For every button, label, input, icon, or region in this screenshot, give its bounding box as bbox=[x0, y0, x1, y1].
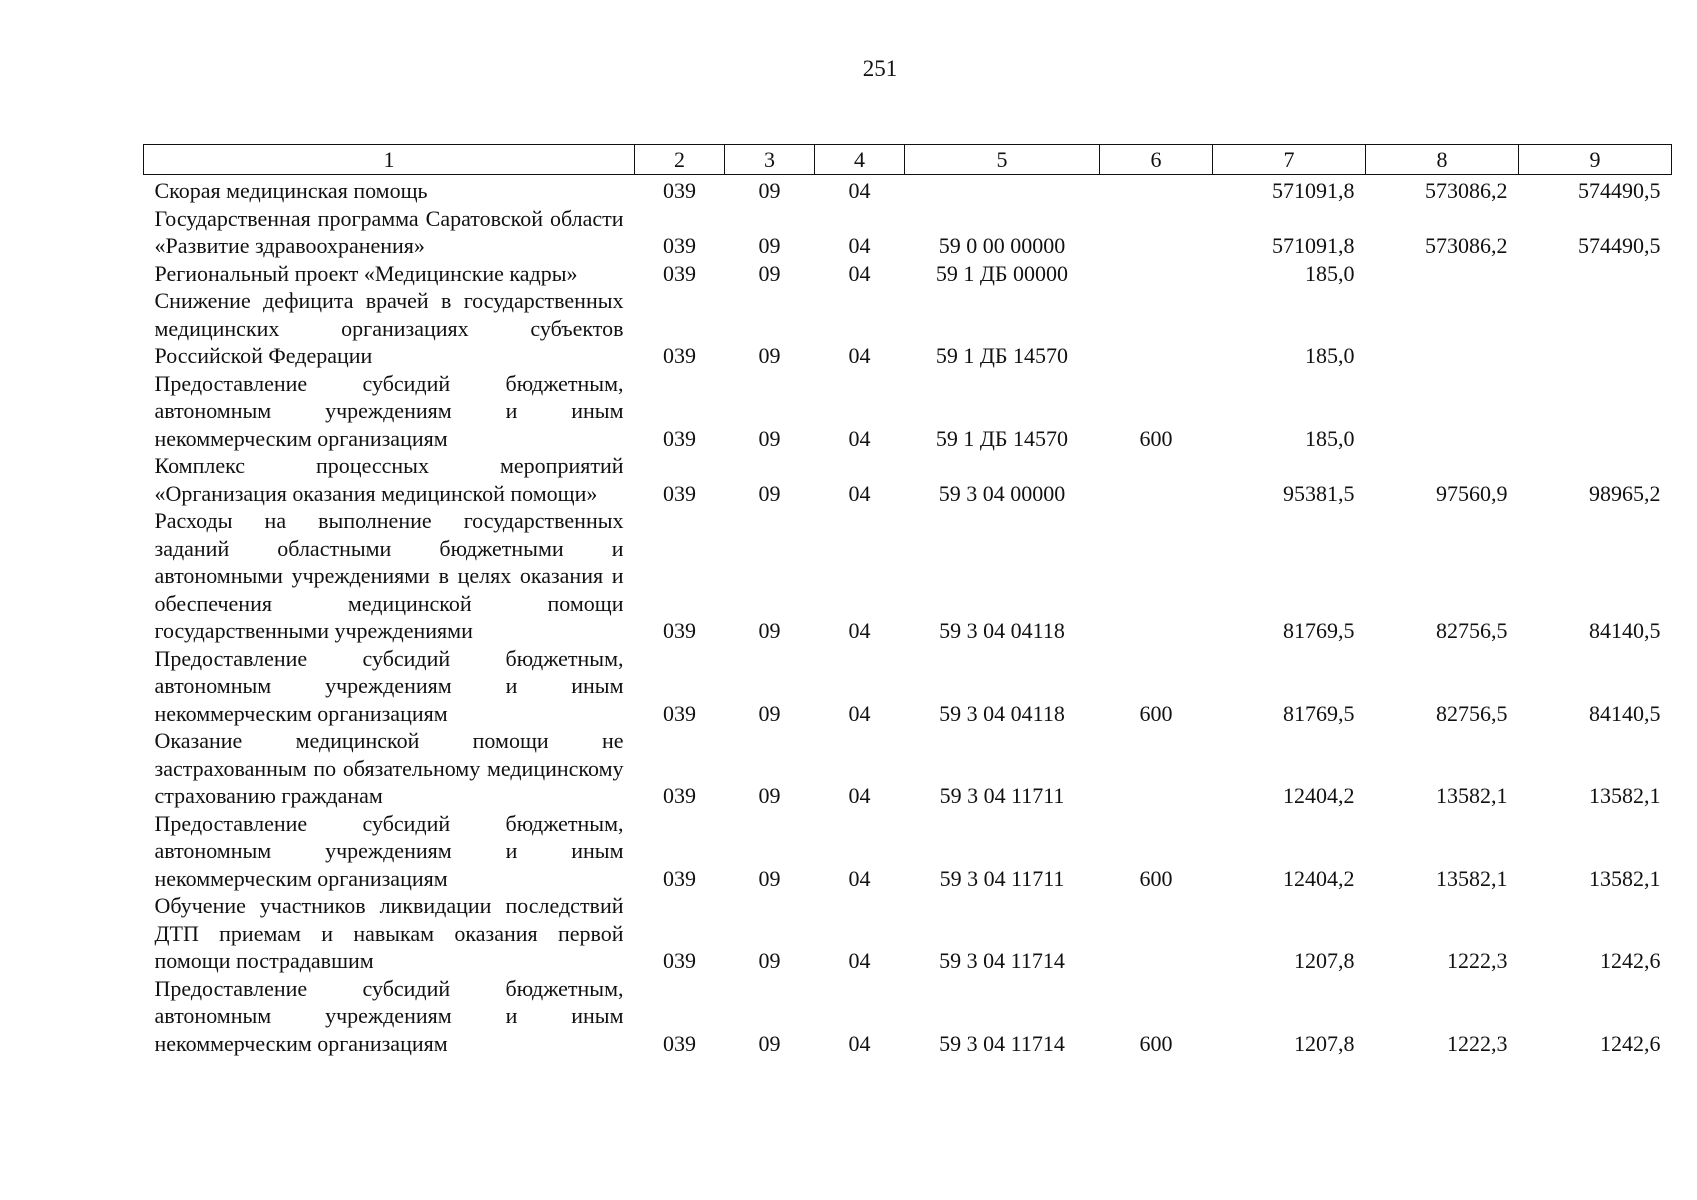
cell-amount-year-2 bbox=[1366, 370, 1519, 453]
cell-amount-year-2: 1222,3 bbox=[1447, 1030, 1508, 1056]
cell-section-code: 09 bbox=[758, 343, 781, 368]
cell-subsection-code: 04 bbox=[848, 178, 871, 203]
cell-amount-year-2: 573086,2 bbox=[1425, 178, 1508, 203]
cell-amount-year-3: 1242,6 bbox=[1600, 1030, 1661, 1056]
cell-subsection-code: 04 bbox=[848, 343, 871, 368]
cell-section-code: 09 bbox=[758, 1030, 781, 1056]
cell-ministry-code: 039 bbox=[663, 618, 696, 643]
cell-amount-year-3 bbox=[1519, 370, 1672, 453]
cell-ministry-code: 039 bbox=[663, 233, 696, 258]
cell-expense-type-code bbox=[1100, 205, 1213, 260]
cell-amount-year-3: 574490,5 bbox=[1578, 233, 1661, 258]
cell-ministry-code: 039 bbox=[663, 1030, 696, 1056]
cell-section-code: 09 bbox=[758, 178, 781, 203]
cell-amount-year-2: 573086,2 bbox=[1425, 233, 1508, 258]
cell-ministry-code: 039 bbox=[663, 783, 696, 808]
cell-target-article-code: 59 3 04 11714 bbox=[939, 948, 1065, 973]
cell-description: Предоставление субсидий бюджетным, автономным учреждениям и иным некоммерческим организациям bbox=[154, 810, 624, 891]
cell-expense-type-code bbox=[1100, 287, 1213, 370]
cell-amount-year-1: 1207,8 bbox=[1294, 1030, 1355, 1056]
cell-expense-type-code bbox=[1100, 892, 1213, 975]
budget-table bbox=[143, 144, 1672, 1057]
cell-target-article-code: 59 3 04 04118 bbox=[939, 618, 1065, 643]
cell-subsection-code: 04 bbox=[848, 233, 871, 258]
table-row bbox=[144, 287, 1672, 370]
cell-amount-year-1: 12404,2 bbox=[1283, 865, 1355, 891]
cell-target-article-code: 59 3 04 11714 bbox=[939, 1030, 1065, 1056]
cell-amount-year-2 bbox=[1366, 260, 1519, 288]
cell-description: Предоставление субсидий бюджетным, автономным учреждениям и иным некоммерческим организациям bbox=[154, 975, 624, 1056]
cell-expense-type-code bbox=[1100, 175, 1213, 205]
cell-amount-year-1: 1207,8 bbox=[1294, 948, 1355, 973]
table-row bbox=[144, 975, 1672, 1058]
cell-description: Комплекс процессных мероприятий «Организация оказания медицинской помощи» bbox=[154, 453, 624, 506]
cell-amount-year-3: 13582,1 bbox=[1589, 783, 1661, 808]
cell-expense-type-code bbox=[1100, 452, 1213, 507]
cell-description: Государственная программа Саратовской области «Развитие здравоохранения» bbox=[154, 205, 624, 258]
cell-amount-year-2 bbox=[1366, 287, 1519, 370]
cell-expense-type-code bbox=[1100, 727, 1213, 810]
cell-section-code: 09 bbox=[758, 480, 781, 506]
cell-target-article-code: 59 3 04 00000 bbox=[938, 480, 1066, 506]
cell-section-code: 09 bbox=[758, 618, 781, 643]
cell-target-article-code: 59 1 ДБ 00000 bbox=[935, 260, 1069, 286]
table-header bbox=[144, 145, 1672, 175]
cell-description: Расходы на выполнение государственных заданий областными бюджетными и автономными учреждениями в целях оказания и обеспечения медицинской помощи государственными учреждениями bbox=[154, 508, 624, 643]
cell-target-article-code: 59 1 ДБ 14570 bbox=[935, 343, 1069, 368]
cell-description: Предоставление субсидий бюджетным, автономным учреждениям и иным некоммерческим организациям bbox=[154, 645, 624, 726]
cell-ministry-code: 039 bbox=[663, 700, 696, 726]
cell-target-article-code: 59 1 ДБ 14570 bbox=[935, 425, 1069, 451]
cell-amount-year-3 bbox=[1519, 287, 1672, 370]
cell-amount-year-1: 185,0 bbox=[1305, 425, 1355, 451]
table-row bbox=[144, 507, 1672, 645]
cell-amount-year-3: 574490,5 bbox=[1578, 178, 1661, 203]
cell-ministry-code: 039 bbox=[663, 425, 696, 451]
cell-ministry-code: 039 bbox=[663, 948, 696, 973]
cell-amount-year-2: 82756,5 bbox=[1436, 618, 1508, 643]
cell-subsection-code: 04 bbox=[848, 618, 871, 643]
cell-section-code: 09 bbox=[758, 425, 781, 451]
cell-amount-year-1: 81769,5 bbox=[1283, 618, 1355, 643]
table-row bbox=[144, 727, 1672, 810]
header-cell-3: 3 bbox=[725, 145, 815, 175]
page-number: 251 bbox=[862, 56, 898, 81]
cell-description: Региональный проект «Медицинские кадры» bbox=[154, 260, 578, 286]
cell-expense-type-code: 600 bbox=[1139, 865, 1173, 891]
cell-amount-year-2: 13582,1 bbox=[1436, 865, 1508, 891]
cell-description: Обучение участников ликвидации последствий ДТП приемам и навыкам оказания первой помощи пострадавшим bbox=[154, 893, 624, 973]
header-cell-5: 5 bbox=[905, 145, 1100, 175]
cell-section-code: 09 bbox=[758, 783, 781, 808]
header-row bbox=[144, 145, 1672, 175]
table-row bbox=[144, 810, 1672, 893]
cell-expense-type-code bbox=[1100, 507, 1213, 645]
cell-subsection-code: 04 bbox=[848, 948, 871, 973]
cell-ministry-code: 039 bbox=[663, 260, 696, 286]
header-cell-9: 9 bbox=[1519, 145, 1672, 175]
cell-amount-year-3: 1242,6 bbox=[1600, 948, 1661, 973]
cell-amount-year-3: 13582,1 bbox=[1589, 865, 1661, 891]
cell-amount-year-1: 185,0 bbox=[1305, 343, 1355, 368]
cell-ministry-code: 039 bbox=[663, 865, 696, 891]
cell-section-code: 09 bbox=[758, 233, 781, 258]
cell-amount-year-1: 81769,5 bbox=[1283, 700, 1355, 726]
cell-amount-year-3: 98965,2 bbox=[1589, 480, 1661, 506]
cell-amount-year-2: 13582,1 bbox=[1436, 783, 1508, 808]
header-cell-8: 8 bbox=[1366, 145, 1519, 175]
cell-subsection-code: 04 bbox=[848, 1030, 871, 1056]
cell-subsection-code: 04 bbox=[848, 865, 871, 891]
cell-subsection-code: 04 bbox=[848, 260, 871, 286]
cell-amount-year-1: 571091,8 bbox=[1272, 178, 1355, 203]
cell-amount-year-2: 1222,3 bbox=[1447, 948, 1508, 973]
cell-amount-year-3 bbox=[1519, 260, 1672, 288]
cell-ministry-code: 039 bbox=[663, 480, 696, 506]
header-cell-2: 2 bbox=[635, 145, 725, 175]
cell-subsection-code: 04 bbox=[848, 700, 871, 726]
table-row bbox=[144, 892, 1672, 975]
cell-target-article-code: 59 3 04 04118 bbox=[939, 700, 1065, 726]
cell-expense-type-code: 600 bbox=[1139, 1030, 1173, 1056]
cell-amount-year-2: 82756,5 bbox=[1436, 700, 1508, 726]
cell-description: Предоставление субсидий бюджетным, автономным учреждениям и иным некоммерческим организациям bbox=[154, 370, 624, 451]
table-body bbox=[144, 175, 1672, 1058]
header-cell-6: 6 bbox=[1100, 145, 1213, 175]
table-row bbox=[144, 205, 1672, 260]
table-row bbox=[144, 260, 1672, 288]
cell-section-code: 09 bbox=[758, 700, 781, 726]
header-cell-1: 1 bbox=[144, 145, 635, 175]
table-row bbox=[144, 452, 1672, 507]
cell-expense-type-code bbox=[1100, 260, 1213, 288]
table-row bbox=[144, 175, 1672, 205]
cell-subsection-code: 04 bbox=[848, 480, 871, 506]
cell-section-code: 09 bbox=[758, 260, 781, 286]
cell-subsection-code: 04 bbox=[848, 425, 871, 451]
cell-section-code: 09 bbox=[758, 865, 781, 891]
cell-description: Снижение дефицита врачей в государственных медицинских организациях субъектов Российской Федерации bbox=[154, 288, 624, 368]
cell-subsection-code: 04 bbox=[848, 783, 871, 808]
cell-expense-type-code: 600 bbox=[1139, 425, 1173, 451]
table-row bbox=[144, 645, 1672, 728]
cell-description: Скорая медицинская помощь bbox=[154, 178, 428, 203]
cell-description: Оказание медицинской помощи не застрахованным по обязательному медицинскому страхованию гражданам bbox=[154, 728, 624, 808]
header-cell-4: 4 bbox=[815, 145, 905, 175]
cell-amount-year-2: 97560,9 bbox=[1436, 480, 1508, 506]
header-cell-7: 7 bbox=[1213, 145, 1366, 175]
cell-amount-year-1: 571091,8 bbox=[1272, 233, 1355, 258]
cell-target-article-code: 59 3 04 11711 bbox=[939, 865, 1065, 891]
cell-amount-year-3: 84140,5 bbox=[1589, 700, 1661, 726]
cell-amount-year-1: 185,0 bbox=[1305, 260, 1355, 286]
cell-expense-type-code: 600 bbox=[1139, 700, 1173, 726]
cell-target-article-code: 59 3 04 11711 bbox=[939, 783, 1065, 808]
cell-section-code: 09 bbox=[758, 948, 781, 973]
cell-amount-year-1: 95381,5 bbox=[1283, 480, 1355, 506]
cell-amount-year-3: 84140,5 bbox=[1589, 618, 1661, 643]
cell-amount-year-1: 12404,2 bbox=[1283, 783, 1355, 808]
cell-ministry-code: 039 bbox=[663, 178, 696, 203]
cell-target-article-code bbox=[905, 175, 1100, 205]
cell-target-article-code: 59 0 00 00000 bbox=[938, 233, 1066, 258]
table-row bbox=[144, 370, 1672, 453]
cell-ministry-code: 039 bbox=[663, 343, 696, 368]
